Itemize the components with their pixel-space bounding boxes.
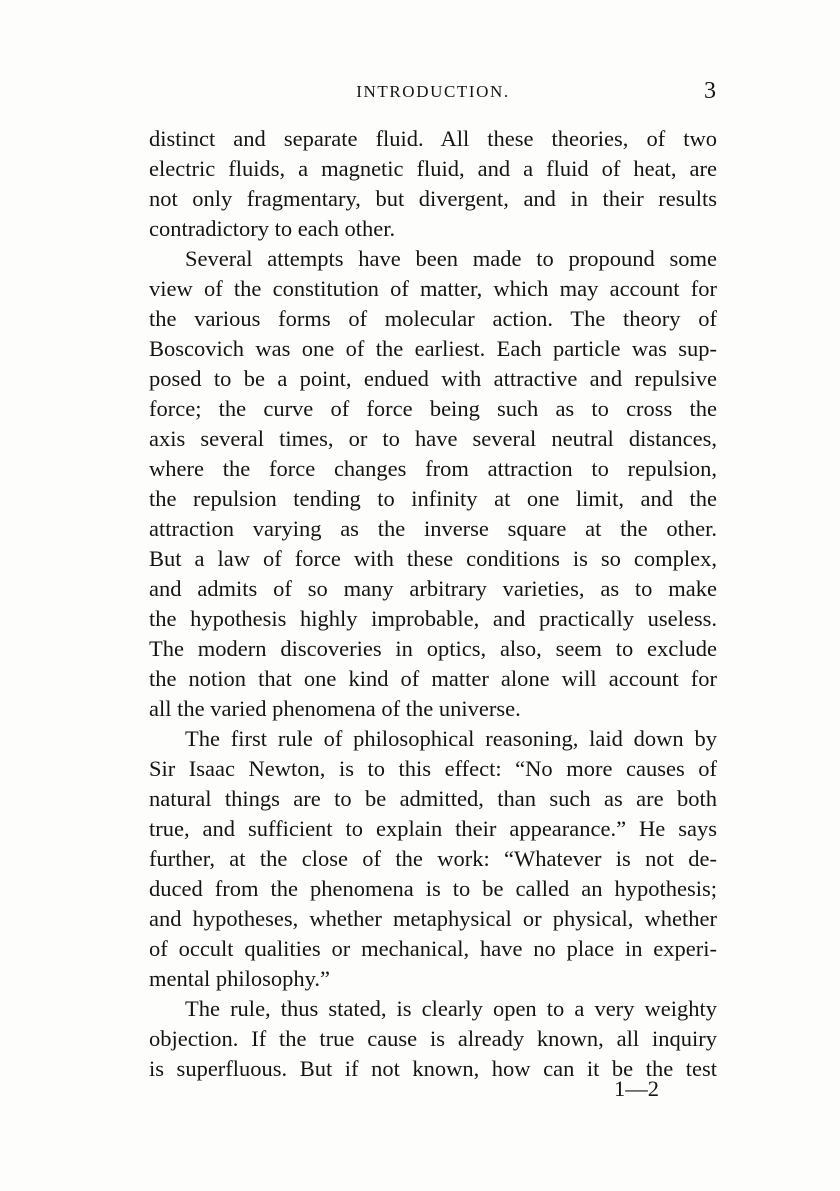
text-line: the notion that one kind of matter alone will account for bbox=[149, 666, 717, 691]
text-line: and admits of so many arbitrary varieties, as to make bbox=[149, 576, 717, 601]
text-line: The modern discoveries in optics, also, seem to exclude bbox=[149, 636, 717, 661]
text-line: not only fragmentary, but divergent, and in their results bbox=[149, 186, 717, 211]
text-line: the hypothesis highly improbable, and practically useless. bbox=[149, 606, 717, 631]
text-line: The rule, thus stated, is clearly open to a very weighty bbox=[185, 996, 717, 1021]
page-number: 3 bbox=[704, 78, 716, 104]
text-line: further, at the close of the work: “Whatever is not de- bbox=[149, 846, 717, 871]
text-line: natural things are to be admitted, than such as are both bbox=[149, 786, 717, 811]
running-title: INTRODUCTION. bbox=[356, 82, 510, 101]
body-text bbox=[149, 124, 717, 1084]
text-line: Sir Isaac Newton, is to this effect: “No more causes of bbox=[149, 756, 717, 781]
text-line: and hypotheses, whether metaphysical or physical, whether bbox=[149, 906, 717, 931]
running-head bbox=[148, 78, 718, 112]
text-line: distinct and separate fluid. All these theories, of two bbox=[149, 126, 717, 151]
text-line: axis several times, or to have several neutral distances, bbox=[149, 426, 717, 451]
text-line: But a law of force with these conditions is so complex, bbox=[149, 546, 717, 571]
text-line: The first rule of philosophical reasoning, laid down by bbox=[185, 726, 717, 751]
signature-mark: 1—2 bbox=[614, 1076, 659, 1101]
text-line: mental philosophy.” bbox=[149, 966, 331, 991]
text-line: the repulsion tending to infinity at one limit, and the bbox=[149, 486, 717, 511]
text-line: Boscovich was one of the earliest. Each particle was sup- bbox=[149, 336, 717, 361]
text-line: posed to be a point, endued with attractive and repulsive bbox=[149, 366, 717, 391]
text-line: electric fluids, a magnetic fluid, and a fluid of heat, are bbox=[149, 156, 717, 181]
text-line: objection. If the true cause is already known, all inquiry bbox=[149, 1026, 717, 1051]
text-line: attraction varying as the inverse square at the other. bbox=[149, 516, 717, 541]
text-line: view of the constitution of matter, which may account for bbox=[149, 276, 717, 301]
text-line: true, and sufficient to explain their appearance.” He says bbox=[149, 816, 717, 841]
text-line: force; the curve of force being such as to cross the bbox=[149, 396, 717, 421]
text-line: duced from the phenomena is to be called an hypothesis; bbox=[149, 876, 717, 901]
text-line: the various forms of molecular action. The theory of bbox=[149, 306, 717, 331]
text-line: contradictory to each other. bbox=[149, 216, 396, 241]
text-line: where the force changes from attraction to repulsion, bbox=[149, 456, 717, 481]
text-line: Several attempts have been made to propound some bbox=[185, 246, 717, 271]
text-line: all the varied phenomena of the universe. bbox=[149, 696, 521, 721]
text-line: is superfluous. But if not known, how can it be the test bbox=[149, 1056, 717, 1081]
text-line: of occult qualities or mechanical, have no place in experi- bbox=[149, 936, 717, 961]
